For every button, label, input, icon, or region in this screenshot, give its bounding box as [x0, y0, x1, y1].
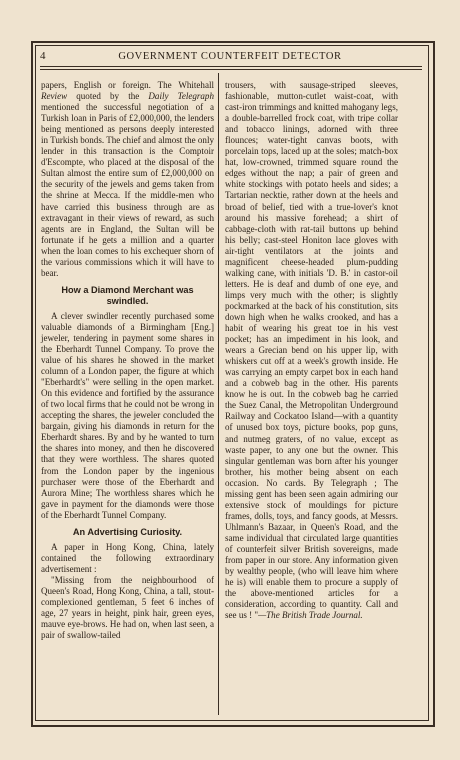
- advertisement-paragraph: "Missing from the neighbourhood of Queen's Road, Hong Kong, China, a tall, stout-complexioned gentleman, 5 feet 6 inches of age, 27 years in height, pink hair, green eyes, mauve eye-brows. He had on, when last seen, a pair of swallow-tailed: [41, 574, 214, 641]
- turkish-loan-paragraph: papers, English or foreign. The Whitehall Review quoted by the Daily Telegraph mentioned the successful negotiation of a Turkish loan in Paris of £2,000,000, the lenders being mentioned as persons deeply interested in Turkish bonds. The chief and almost the only lender in this transaction is the Comptoir d'Escompte, who placed at the disposal of the Sultan almost the entire sum of £2,000,000 on the security of the jewels and gems taken from the shrine at Mecca. If the middle-men who have carried this business through are as extravagant in their views of reward, as such agents are in England, the Sultan will be fortunate if he gets a million and a quarter when the loan comes to his exchequer shorn of the various commissions which it will have to bear.: [41, 80, 214, 278]
- article-heading-diamond: How a Diamond Merchant was swindled.: [61, 284, 194, 306]
- publication-name: Daily Telegraph: [148, 91, 214, 102]
- header-rule: [40, 66, 422, 67]
- source-citation: —The British Trade Journal.: [258, 610, 363, 621]
- column-divider: [218, 73, 219, 715]
- running-title: GOVERNMENT COUNTERFEIT DETECTOR: [118, 51, 342, 62]
- publication-name: Review: [41, 91, 68, 102]
- advertisement-continued-paragraph: trousers, with sausage-striped sleeves, fashionable, mutton-cutlet waist-coat, with cast-iron trimmings and knitted mahogany legs, a double-barrelled frock coat, with tripe collar and tobacco linings, adorned with three flounces; water-tight canvas boots, with porcelain tops, laced up at the soles; match-box hat, low-crowned, trimmed square round the edges without the nap; a pair of green and white stockings with potato heels and sides; a Tartarian necktie, rather down at the heels and broad of belief, tied with a true-lover's knot around his massive forehead; a shirt of cabbage-cloth with rat-tail buttons up behind his belly; cast-steel Honiton lace gloves with air-tight ventilators at the joints and magnificent cheese-headed plum-pudding walking cane, with initials 'D. B.' in castor-oil letters. He is deaf and dumb of one eye, and limps very much with the other; is slightly pockmarked at the back of his constitution, sits down high when he walks crooked, and has a habit of wearing his great toe in his vest pocket; has an impediment in his look, and wears a Grecian bend on his upper lip, with whiskers cut off at a week's growth inside. He was carrying an empty carpet box in each hand and a cobweb bag in the other. His parents know he is out. In the cobweb bag he carried the Suez Canal, the Metropolitan Underground Railway and Cockatoo Island—with a quantity of unused box toys, picture books, pop guns, and nutmeg graters, of no value, except as waste paper, to any one but the owner. This singular gentleman was born after his younger brother, his mother being absent on each occasion. No cards. By Telegraph ; The missing gent has been seen again admiring our extensive stock of mouldings for picture frames, dolls, toys, and fancy goods, at Messrs. Uhlmann's Bazaar, in Queen's Road, and the same individual that circulated large quantities of counterfeit silver British sovereigns, made from paper in our store. Any information given by wealthy people, (who will leave him where he is) will enable them to procure a supply of the above-mentioned articles for a consideration, according to quantity. Call and see us ! "—The British Trade Journal.: [225, 80, 398, 621]
- page-number: 4: [40, 50, 46, 62]
- left-column: [41, 80, 214, 641]
- curiosity-intro-paragraph: A paper in Hong Kong, China, lately contained the following extraordinary advertisement :: [41, 541, 214, 574]
- running-header: [40, 50, 420, 64]
- diamond-paragraph: A clever swindler recently purchased some valuable diamonds of a Birmingham [Eng.] jeweler, tendering in payment some shares in the Eberhardt Tunnel Company. To prove the value of his shares he showed in the market column of a London paper, the figure at which "Eberhardt's" were selling in the open market. On this evidence and fortified by the assurance of two local firms that he could not be wrong in accepting the shares, the jeweler concluded the bargain, giving his diamonds in return for the Eberhardt shares. By and by he wanted to turn the shares into money, and then he discovered that they were worthless. The shares quoted from the London paper by the ingenious purchaser were those of the Eberhardt and Aurora Mine; The worthless shares which he gave in payment for the diamonds were those of the Eberhardt Tunnel Company.: [41, 310, 214, 520]
- article-heading-curiosity: An Advertising Curiosity.: [72, 526, 183, 537]
- header-rule-double: [40, 69, 422, 70]
- right-column: [225, 80, 398, 621]
